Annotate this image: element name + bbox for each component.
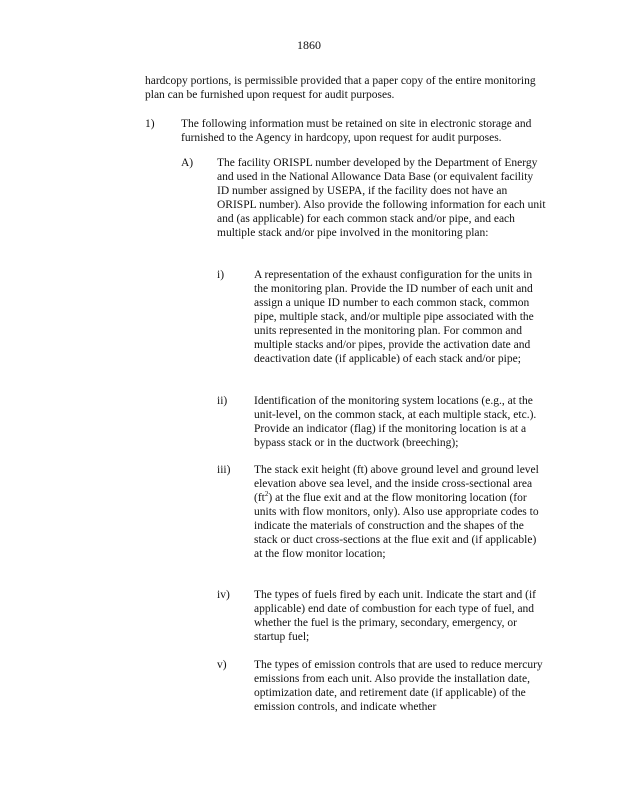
item-a-marker: A) bbox=[181, 157, 194, 169]
subitem-iv-marker: iv) bbox=[217, 589, 230, 601]
continuation-paragraph: hardcopy portions, is permissible provided that a paper copy of the entire monitoring plan can be furnished upon request for audit purposes. bbox=[145, 75, 536, 101]
subitem-ii-text: Identification of the monitoring system locations (e.g., at the unit-level, on the common stack, at each multiple stack, etc.). Provide an indicator (flag) if the monitoring location is at a bypass stack or in the ductwork (breeching); bbox=[254, 395, 537, 449]
subitem-ii-marker: ii) bbox=[217, 395, 228, 407]
subitem-v-marker: v) bbox=[217, 659, 227, 671]
superscript-2: 2 bbox=[264, 490, 269, 499]
subitem-iii-text-part2: ) at the flue exit and at the flow monitoring location (for units with flow monitors, only). Also use appropriate codes to indicate the materials of construction and the shapes of the stack or duct cross-sections at the flue exit and (if applicable) at the flow monitor location; bbox=[254, 492, 539, 560]
subitem-i-text: A representation of the exhaust configuration for the units in the monitoring plan. Provide the ID number of each unit and assign a unique ID number to each common stack, common pipe, multiple stack, and/or multiple pipe associated with the units represented in the monitoring plan. For common and multiple stacks and/or pipes, provide the activation date and deactivation date (if applicable) of each stack and/or pipe; bbox=[254, 269, 534, 365]
item-a-text: The facility ORISPL number developed by the Department of Energy and used in the National Allowance Data Base (or equivalent facility ID number assigned by USEPA, if the facility does not have an ORISPL number). Also provide the following information for each unit and (as applicable) for each common stack and/or pipe, and each multiple stack and/or pipe involved in the monitoring plan: bbox=[217, 157, 546, 239]
subitem-iii-marker: iii) bbox=[217, 464, 231, 476]
subitem-i-marker: i) bbox=[217, 269, 225, 281]
page-number: 1860 bbox=[297, 38, 321, 52]
item-1-text: The following information must be retained on site in electronic storage and furnished to the Agency in hardcopy, upon request for audit purposes. bbox=[181, 118, 532, 144]
item-1-marker: 1) bbox=[145, 118, 155, 130]
subitem-iii-text-part1: The stack exit height (ft) above ground level and ground level elevation above sea level, and the inside cross-sectional area (ft bbox=[254, 464, 539, 504]
subitem-v-text: The types of emission controls that are used to reduce mercury emissions from each unit. Also provide the installation date, optimization date, and retirement date (if applicable) of the emission controls, and indicate whether bbox=[254, 659, 543, 713]
subitem-iii-text bbox=[254, 463, 544, 561]
subitem-iv-text: The types of fuels fired by each unit. Indicate the start and (if applicable) end date of combustion for each type of fuel, and whether the fuel is the primary, secondary, emergency, or startup fuel; bbox=[254, 589, 536, 643]
